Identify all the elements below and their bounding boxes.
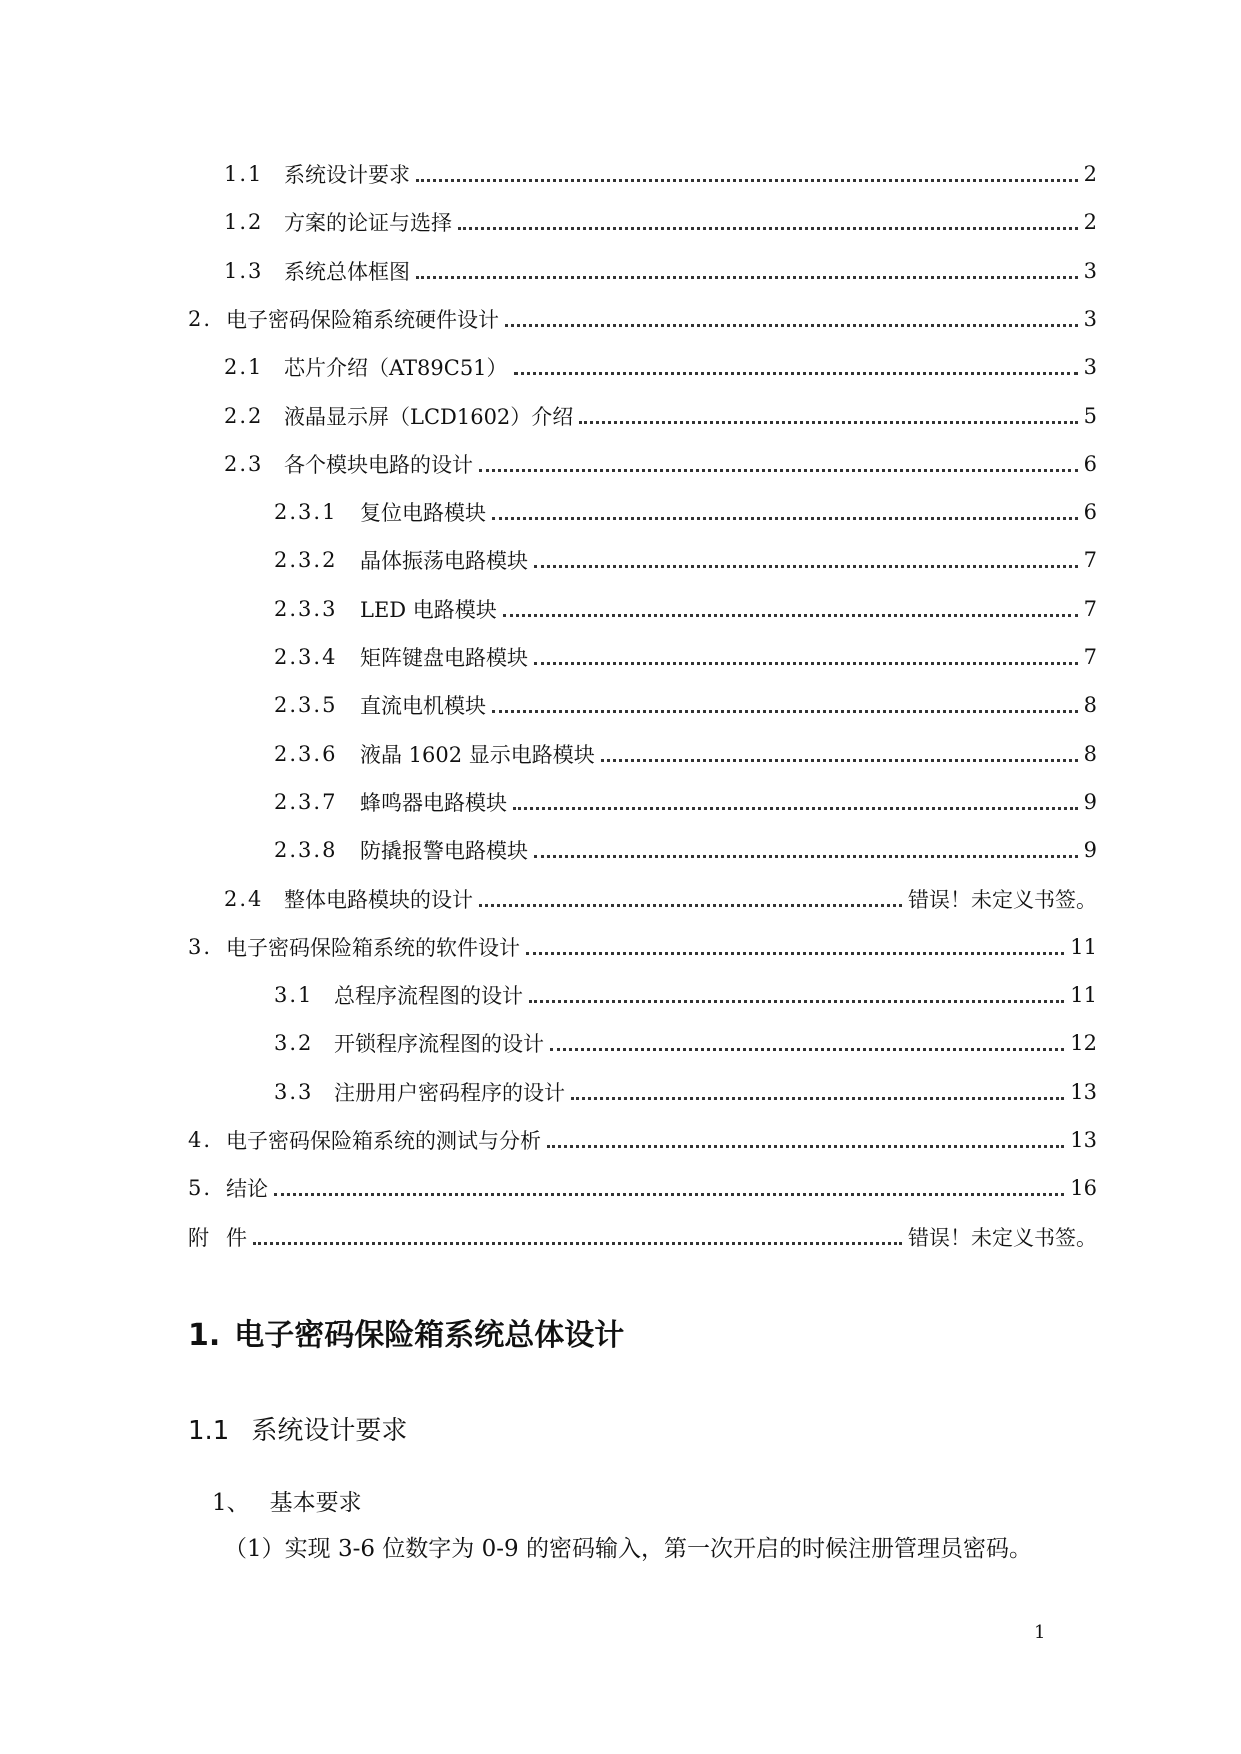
toc-dot-leader <box>274 1192 1064 1196</box>
toc-dot-leader <box>526 951 1064 955</box>
toc-dot-leader <box>505 323 1078 327</box>
toc-dot-leader <box>492 709 1078 713</box>
toc-entry[interactable] <box>274 496 1097 528</box>
toc-entry-label: 结论 <box>226 1177 268 1202</box>
toc-entry[interactable] <box>274 1076 1097 1108</box>
toc-entry-number: 1.3 <box>224 258 264 283</box>
toc-entry-number: 2.1 <box>224 355 264 380</box>
toc-entry-number: 2.3.4 <box>274 645 338 669</box>
toc-dot-leader <box>529 999 1064 1003</box>
toc-entry-label: 液晶 1602 显示电路模块 <box>360 742 595 767</box>
toc-entry-label: 液晶显示屏（LCD1602）介绍 <box>284 404 574 429</box>
toc-entry-number: 2.3.7 <box>274 789 338 814</box>
requirement-title: 基本要求 <box>269 1490 362 1516</box>
chapter-title: 电子密码保险箱系统总体设计 <box>234 1318 625 1353</box>
toc-entry-number: 2.3.1 <box>274 500 338 525</box>
toc-entry-label: 注册用户密码程序的设计 <box>334 1080 565 1105</box>
requirement-heading <box>212 1484 362 1517</box>
toc-dot-leader <box>550 1047 1064 1051</box>
toc-entry-page: 3 <box>1083 258 1097 283</box>
toc-dot-leader <box>492 516 1078 520</box>
toc-entry-number: 2.3 <box>224 451 264 476</box>
toc-entry[interactable] <box>274 738 1097 770</box>
toc-entry-label: 各个模块电路的设计 <box>284 452 473 477</box>
toc-entry-number: 3.1 <box>274 983 314 1008</box>
toc-entry-page: 11 <box>1070 934 1097 959</box>
toc-entry-number: 附 <box>188 1225 211 1250</box>
toc-entry-page: 6 <box>1083 451 1097 476</box>
toc-dot-leader <box>601 758 1078 762</box>
toc-entry-label: 电子密码保险箱系统的测试与分析 <box>226 1129 541 1153</box>
toc-entry[interactable] <box>224 883 1097 915</box>
section-number: 1.1 <box>188 1416 230 1446</box>
toc-entry-number: 2. <box>188 306 213 331</box>
section-title: 系统设计要求 <box>251 1416 408 1446</box>
toc-entry-label: 蜂鸣器电路模块 <box>360 790 507 815</box>
toc-entry-number: 4. <box>188 1128 213 1152</box>
toc-entry-page: 错误！未定义书签。 <box>908 1225 1097 1250</box>
toc-entry-page: 2 <box>1083 210 1097 235</box>
toc-entry[interactable] <box>188 303 1097 335</box>
toc-dot-leader <box>547 1144 1064 1148</box>
toc-entry-number: 2.3.2 <box>274 548 338 573</box>
toc-entry-page: 9 <box>1083 789 1097 814</box>
chapter-heading <box>188 1310 624 1354</box>
toc-dot-leader <box>479 468 1078 472</box>
toc-entry-label: 矩阵键盘电路模块 <box>360 646 528 670</box>
toc-entry-label: 晶体振荡电路模块 <box>360 549 528 574</box>
toc-entry-page: 6 <box>1083 500 1097 525</box>
toc-entry-page: 3 <box>1083 355 1097 380</box>
toc-entry-label: 芯片介绍（AT89C51） <box>284 356 508 381</box>
toc-entry-page: 5 <box>1083 403 1097 428</box>
toc-entry[interactable] <box>274 834 1097 866</box>
toc-entry[interactable] <box>188 1172 1097 1204</box>
toc-dot-leader <box>534 661 1078 665</box>
toc-entry-page: 8 <box>1083 693 1097 718</box>
toc-entry-label: 方案的论证与选择 <box>284 211 452 236</box>
page-number: 1 <box>1034 1622 1046 1643</box>
toc-entry-label: 防撬报警电路模块 <box>360 839 528 864</box>
toc-dot-leader <box>534 854 1078 858</box>
toc-entry-page: 7 <box>1083 596 1097 621</box>
requirement-number: 1、 <box>212 1490 250 1516</box>
toc-entry-page: 11 <box>1070 983 1097 1008</box>
toc-entry[interactable] <box>188 931 1097 963</box>
toc-entry-number: 2.4 <box>224 886 264 911</box>
toc-entry-page: 2 <box>1083 162 1097 186</box>
toc-entry-label: LED 电路模块 <box>360 597 497 622</box>
toc-entry-label: 整体电路模块的设计 <box>284 887 473 912</box>
toc-entry-number: 1.1 <box>224 162 264 186</box>
toc-entry-page: 9 <box>1083 838 1097 863</box>
toc-entry[interactable] <box>224 448 1097 480</box>
toc-entry-number: 5. <box>188 1176 213 1201</box>
toc-entry[interactable] <box>188 1221 1097 1253</box>
toc-entry-label: 系统总体框图 <box>284 259 410 284</box>
toc-dot-leader <box>479 903 902 907</box>
toc-entry-page: 错误！未定义书签。 <box>908 887 1097 912</box>
toc-entry[interactable] <box>224 351 1097 383</box>
toc-entry-page: 12 <box>1070 1031 1097 1056</box>
toc-entry-number: 1.2 <box>224 210 264 235</box>
toc-entry[interactable] <box>188 1124 1097 1156</box>
section-heading <box>188 1410 407 1447</box>
toc-dot-leader <box>253 1241 902 1245</box>
toc-entry-page: 7 <box>1083 645 1097 669</box>
toc-entry-label: 件 <box>226 1225 247 1250</box>
toc-entry-page: 3 <box>1083 306 1097 331</box>
toc-entry-number: 3. <box>188 934 213 959</box>
toc-entry-number: 3.2 <box>274 1031 314 1056</box>
toc-entry[interactable] <box>274 689 1097 721</box>
toc-dot-leader <box>534 564 1078 568</box>
toc-entry-label: 总程序流程图的设计 <box>334 984 523 1009</box>
toc-entry[interactable] <box>274 979 1097 1011</box>
toc-entry-number: 2.3.8 <box>274 838 338 863</box>
toc-entry-number: 2.3.6 <box>274 741 338 766</box>
toc-entry-number: 3.3 <box>274 1079 314 1104</box>
toc-entry-page: 13 <box>1070 1128 1097 1152</box>
toc-entry-number: 2.3.5 <box>274 693 338 718</box>
toc-entry-page: 7 <box>1083 548 1097 573</box>
toc-dot-leader <box>579 420 1077 424</box>
toc-entry[interactable] <box>274 544 1097 576</box>
toc-entry-label: 复位电路模块 <box>360 501 486 526</box>
requirement-item: （1）实现 3-6 位数字为 0-9 的密码输入，第一次开启的时候注册管理员密码。 <box>224 1536 1032 1562</box>
toc-dot-leader <box>416 275 1078 279</box>
toc-dot-leader <box>416 178 1078 182</box>
toc-entry[interactable] <box>274 786 1097 818</box>
toc-dot-leader <box>513 806 1078 810</box>
toc-dot-leader <box>571 1096 1064 1100</box>
toc-entry-page: 16 <box>1070 1176 1097 1201</box>
toc-entry[interactable] <box>224 158 1097 190</box>
toc-entry-label: 直流电机模块 <box>360 694 486 719</box>
chapter-number: 1. <box>188 1318 221 1353</box>
toc-entry-label: 电子密码保险箱系统的软件设计 <box>226 935 520 960</box>
toc-entry-number: 2.3.3 <box>274 596 338 621</box>
toc-entry-label: 系统设计要求 <box>284 163 410 187</box>
toc-entry[interactable] <box>274 641 1097 673</box>
toc-entry[interactable] <box>274 593 1097 625</box>
toc-entry-label: 电子密码保险箱系统硬件设计 <box>226 307 499 332</box>
toc-entry-number: 2.2 <box>224 403 264 428</box>
toc-entry-label: 开锁程序流程图的设计 <box>334 1032 544 1057</box>
toc-entry-page: 8 <box>1083 741 1097 766</box>
toc-entry[interactable] <box>224 255 1097 287</box>
toc-entry[interactable] <box>274 1027 1097 1059</box>
toc-dot-leader <box>514 371 1078 375</box>
toc-entry[interactable] <box>224 206 1097 238</box>
toc-dot-leader <box>503 613 1078 617</box>
toc-entry[interactable] <box>224 400 1097 432</box>
toc-entry-page: 13 <box>1070 1079 1097 1104</box>
toc-dot-leader <box>458 226 1078 230</box>
